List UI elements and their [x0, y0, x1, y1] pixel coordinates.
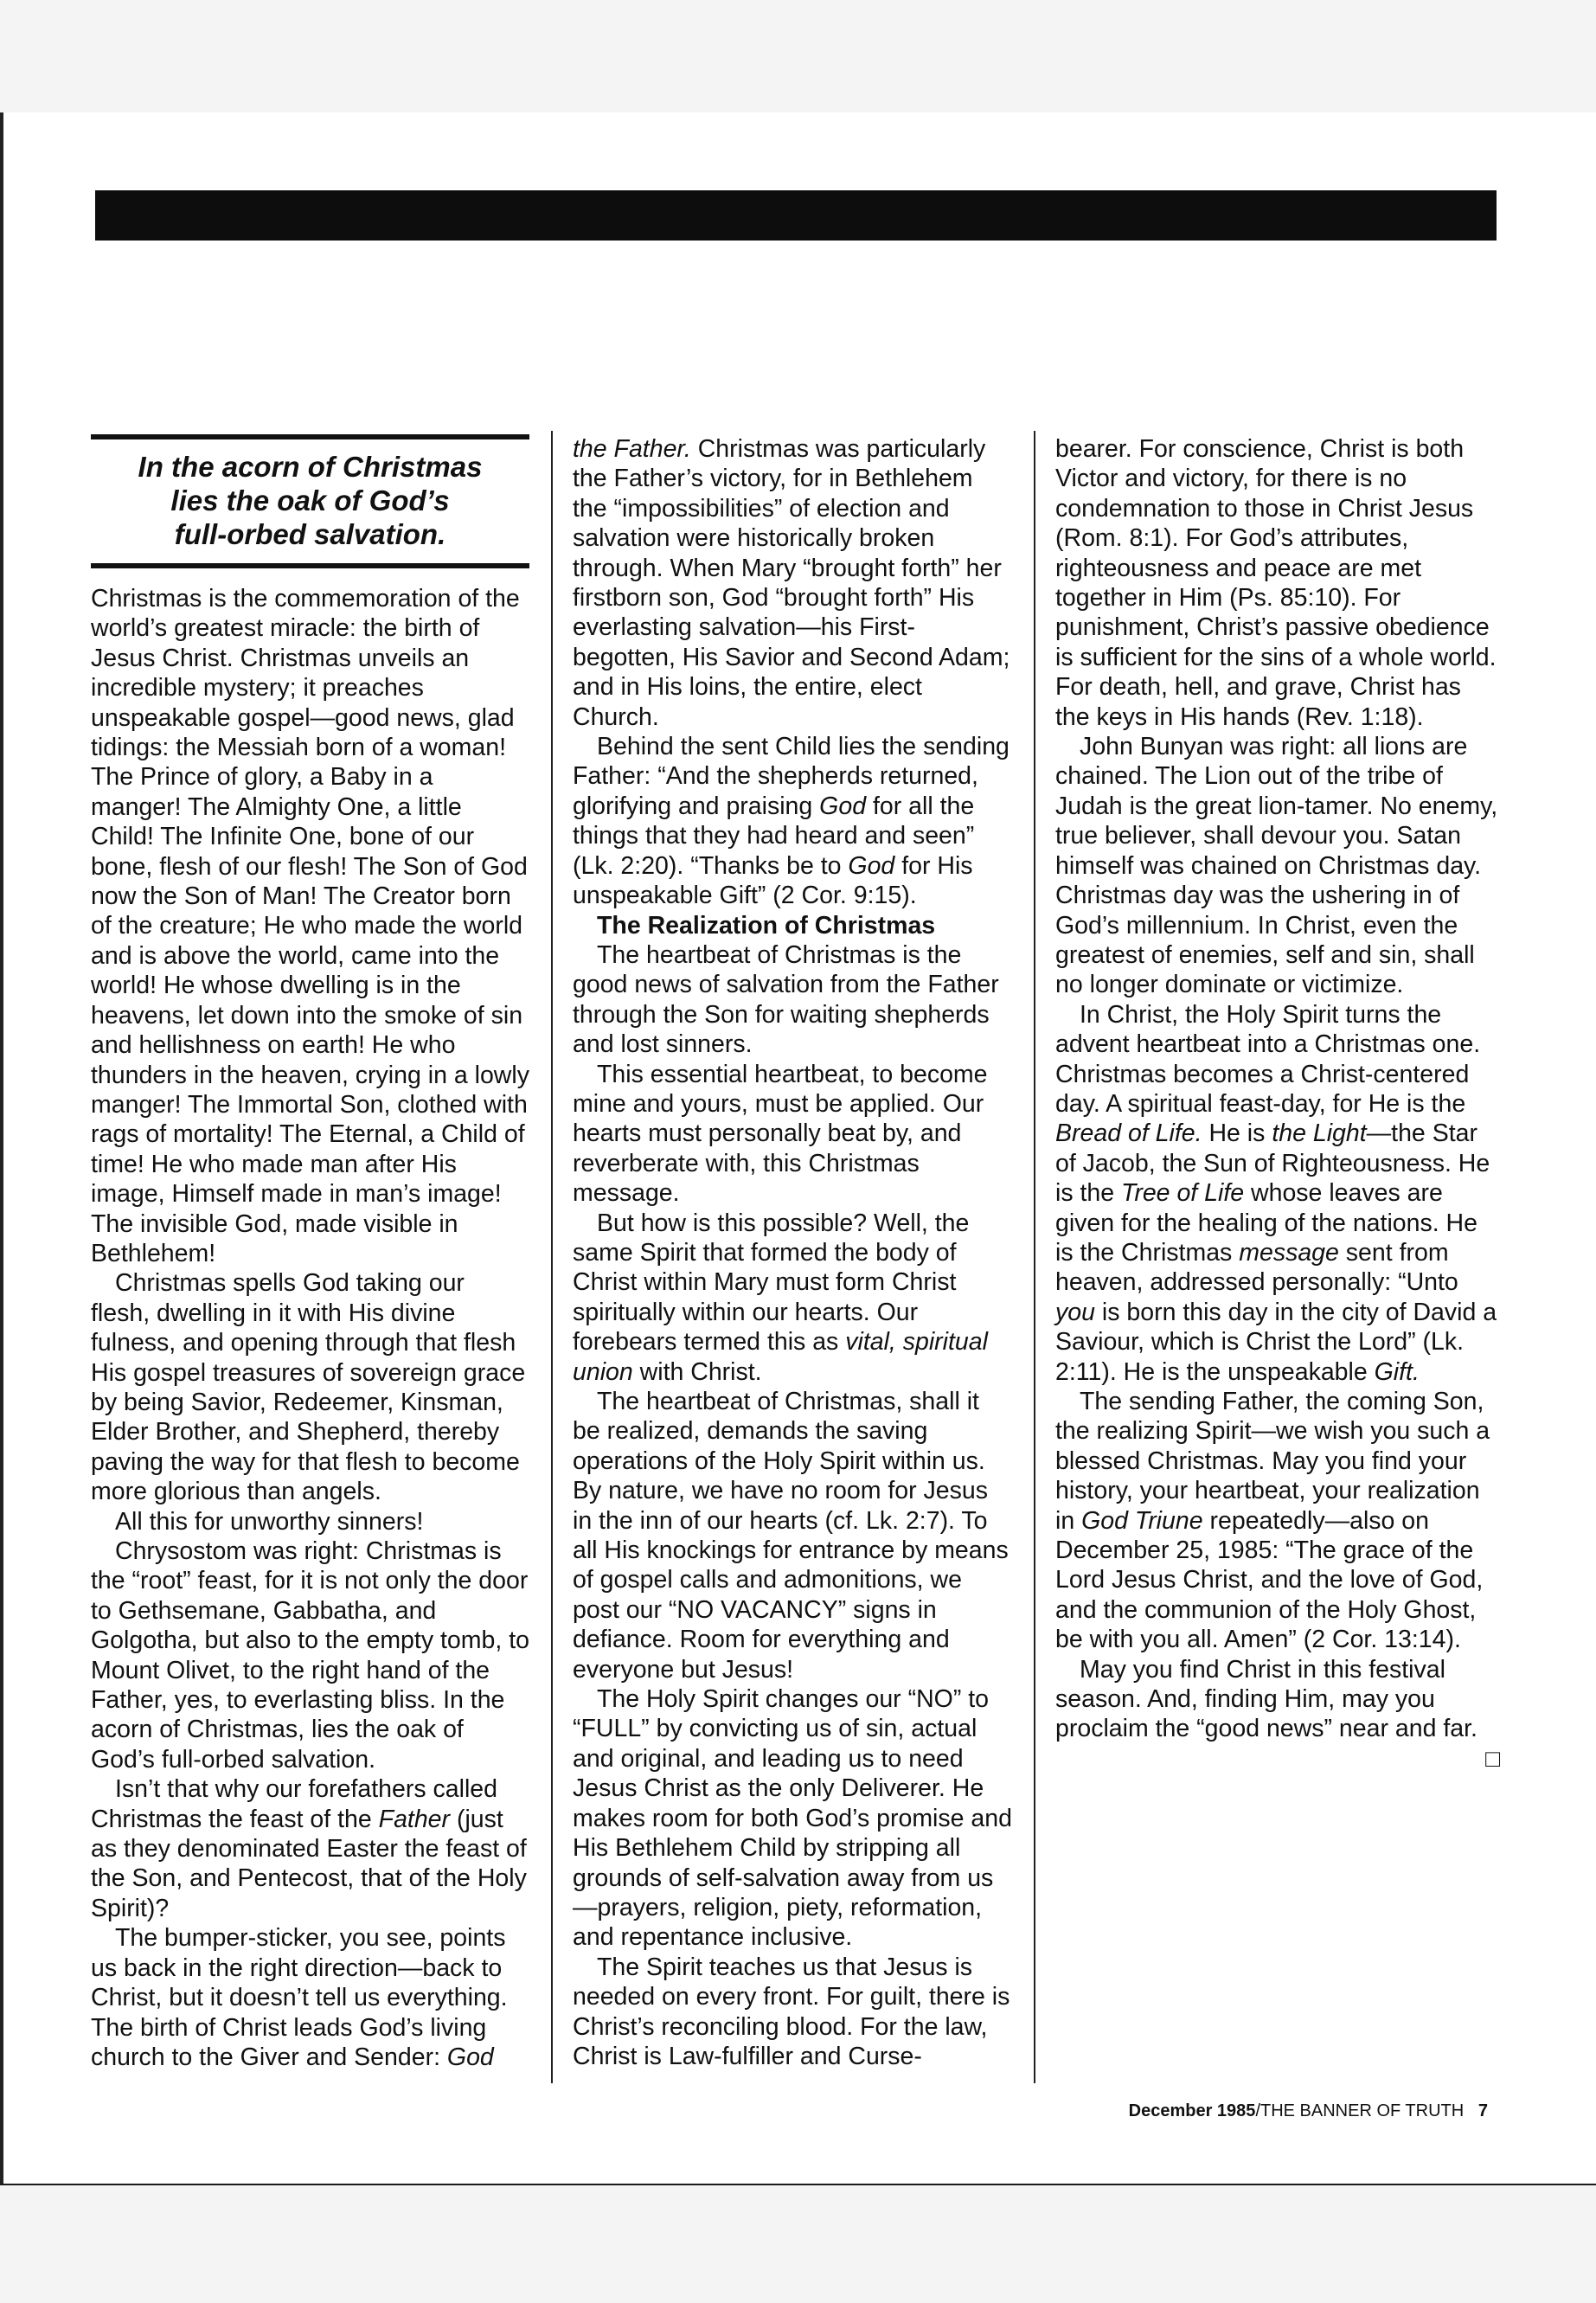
paragraph: All this for unworthy sinners!	[115, 1507, 424, 1536]
text-run: sent from heaven, addressed personally: “Unto	[1055, 1238, 1458, 1297]
page-spine	[0, 112, 3, 2184]
text-run: Isn’t that why our forefathers called Christmas the feast of the	[91, 1775, 497, 1833]
text-run: But how is this possible? Well, the same Spirit that formed the body of Christ within Mary must form Christ spiritually within our hearts. Our forebears termed this as	[573, 1209, 970, 1357]
emphasis: God Triune	[1081, 1506, 1203, 1535]
paragraph	[1055, 1387, 1500, 1655]
emphasis: Tree of Life	[1121, 1179, 1245, 1208]
paragraph: Chrysostom was right: Christmas is the “root” feast, for it is not only the door to Gethsemane, Gabbatha, and Golgotha, but also to the empty tomb, to Mount Olivet, to the right hand of the Father, yes, to everlasting bliss. In the acorn of Christmas, lies the oak of God’s full-orbed salvation.	[91, 1537, 529, 1774]
paragraph: John Bunyan was right: all lions are chained. The Lion out of the tribe of Judah is the great lion-tamer. No enemy, true believer, shall devour you. Satan himself was chained on Christmas day. Christmas day was the ushering in of God’s millennium. In Christ, even the greatest of enemies, self and sin, shall no longer dominate or victimize.	[1055, 733, 1498, 999]
text-run: The sending Father, the coming Son, the realizing Spirit—we wish you such a blessed Christmas. May you find your history, your heartbeat, your realization in	[1055, 1388, 1490, 1535]
column-1	[91, 434, 529, 2072]
paragraph	[573, 732, 1012, 910]
emphasis: God	[819, 792, 867, 820]
text-run: (just as they denominated Easter the feast of the Son, and Pentecost, that of the Holy Spirit)?	[91, 1805, 527, 1922]
paragraph: May you find Christ in this festival season. And, finding Him, may you proclaim the “good news” near and far.	[1055, 1655, 1477, 1743]
paragraph	[573, 1209, 1012, 1387]
paragraph: Christmas spells God taking our flesh, dwelling in it with His divine fulness, and opening through that flesh His gospel treasures of sovereign grace by being Savior, Redeemer, Kinsman, Elder Brother, and Shepherd, thereby paving the way for that flesh to become more glorious than angels.	[91, 1269, 526, 1506]
emphasis: the Light	[1272, 1119, 1367, 1148]
emphasis: Father	[378, 1805, 451, 1833]
paragraph	[1055, 1000, 1500, 1387]
header-bar	[95, 190, 1497, 241]
pull-quote	[91, 434, 529, 568]
text-run: with Christ.	[632, 1357, 762, 1386]
pull-quote-text	[91, 450, 529, 551]
emphasis: God	[848, 851, 895, 880]
emphasis: vital, spiritual union	[573, 1328, 988, 1386]
emphasis: God	[446, 2043, 494, 2071]
footer-publication: /THE BANNER OF TRUTH	[1255, 2101, 1465, 2120]
text-run: whose leaves are given for the healing of the nations. He is the Christmas	[1055, 1179, 1477, 1267]
page-number: 7	[1477, 2101, 1488, 2120]
paragraph: Christmas is the commemoration of the world’s greatest miracle: the birth of Jesus Christ. Christmas unveils an incredible mystery; it preaches unspeakable gospel—good news, glad tidings: the Messiah born of a woman! The Prince of glory, a Baby in a manger! The Almighty One, a little Child! The Infinite One, bone of our bone, flesh of our flesh! The Son of God now the Son of Man! The Creator born of the creature; He who made the world and is above the world, came into the world! He whose dwelling is in the heavens, let down into the smoke of sin and hellishness on earth! He who thunders in the heaven, crying in a lowly manger! The Immortal Son, clothed with rags of mortality! The Eternal, a Child of time! He who made man after His image, Himself made in man’s image! The invisible God, made visible in Bethlehem!	[91, 585, 529, 1267]
scan-margin-bottom	[0, 2184, 1596, 2303]
column-3	[1055, 434, 1500, 1774]
emphasis: the Father.	[573, 435, 691, 463]
text-run: In Christ, the Holy Spirit turns the advent heartbeat into a Christmas one. Christmas becomes a Christ-centered day. A spiritual feast-day, for He is the	[1055, 1000, 1481, 1118]
footer-date: December 1985	[1128, 2101, 1256, 2120]
paragraph: bearer. For conscience, Christ is both Victor and victory, for there is no condemnation to those in Christ Jesus (Rom. 8:1). For God’s attributes, righteousness and peace are met together in Him (Ps. 85:10). For punishment, Christ’s passive obedience is sufficient for the sins of a whole world. For death, hell, and grave, Christ has the keys in His hands (Rev. 1:18).	[1055, 435, 1497, 731]
emphasis: Bread of Life.	[1055, 1119, 1202, 1148]
text-run: is born this day in the city of David a Saviour, which is Christ the Lord” (Lk. 2:11). He is the unspeakable	[1055, 1298, 1497, 1386]
end-mark-icon: □	[1485, 1744, 1500, 1772]
paragraph	[573, 434, 1012, 732]
emphasis: you	[1055, 1298, 1095, 1326]
column-divider	[1034, 431, 1035, 2083]
text-run: The bumper-sticker, you see, points us back in the right direction—back to Christ, but it doesn’t tell us everything. The birth of Christ leads God’s living church to the Giver and Sender:	[91, 1924, 508, 2071]
paragraph: The heartbeat of Christmas is the good news of salvation from the Father through the Son for waiting shepherds and lost sinners.	[573, 940, 999, 1059]
text-run: for all the things that they had heard and seen” (Lk. 2:20). “Thanks be to	[573, 792, 975, 880]
page-footer	[1125, 2101, 1488, 2121]
column-divider	[551, 431, 553, 2083]
paragraph: The Spirit teaches us that Jesus is needed on every front. For guilt, there is Christ’s reconciling blood. For the law, Christ is Law-fulfiller and Curse-	[573, 1953, 1010, 2070]
column-2	[573, 434, 1012, 2071]
paragraph: This essential heartbeat, to become mine and yours, must be applied. Our hearts must personally beat by, and reverberate with, this Christmas message.	[573, 1060, 988, 1208]
text-run: He is	[1202, 1119, 1272, 1148]
paragraph: The heartbeat of Christmas, shall it be realized, demands the saving operations of the Holy Spirit within us. By nature, we have no room for Jesus in the inn of our hearts (cf. Lk. 2:7). To all His knockings for entrance by means of gospel calls and admonitions, we post our “NO VACANCY” signs in defiance. Room for everything and everyone but Jesus!	[573, 1388, 1009, 1684]
paragraph: The Holy Spirit changes our “NO” to “FULL” by convicting us of sin, actual and original, and leading us to need Jesus Christ as the only Deliverer. He makes room for both God’s promise and His Bethlehem Child by stripping all grounds of self-salvation away from us—prayers, religion, piety, reformation, and repentance inclusive.	[573, 1685, 1012, 1952]
text-run: Behind the sent Child lies the sending Father: “And the shepherds returned, glorifying and praising	[573, 733, 1010, 820]
text-run: —the Star of Jacob, the Sun of Righteousness. He is the	[1055, 1119, 1490, 1208]
pull-quote-line: lies the oak of God’s	[170, 484, 450, 516]
scan-margin-top	[0, 0, 1596, 112]
paragraph	[91, 1923, 529, 2072]
pull-quote-line: In the acorn of Christmas	[138, 451, 483, 483]
pull-quote-line: full-orbed salvation.	[174, 518, 446, 550]
text-run: repeatedly—also on December 25, 1985: “The grace of the Lord Jesus Christ, and the love of God, and the communion of the Holy Ghost, be with you all. Amen” (2 Cor. 13:14).	[1055, 1506, 1484, 1654]
emphasis: message	[1239, 1238, 1339, 1267]
paragraph	[91, 1774, 529, 1923]
pull-quote-rule-top	[91, 434, 529, 439]
emphasis: Gift.	[1374, 1357, 1420, 1386]
section-heading: The Realization of Christmas	[597, 911, 936, 940]
text-run: Christmas was particularly the Father’s victory, for in Bethlehem the “impossibilities” of election and salvation were historically broken through. When Mary “brought forth” her firstborn son, God “brought forth” His everlasting salvation—his First-begotten, His Savior and Second Adam; and in His loins, the entire, elect Church.	[573, 435, 1010, 731]
text-run: for His unspeakable Gift” (2 Cor. 9:15).	[573, 851, 973, 910]
pull-quote-rule-bottom	[91, 563, 529, 568]
